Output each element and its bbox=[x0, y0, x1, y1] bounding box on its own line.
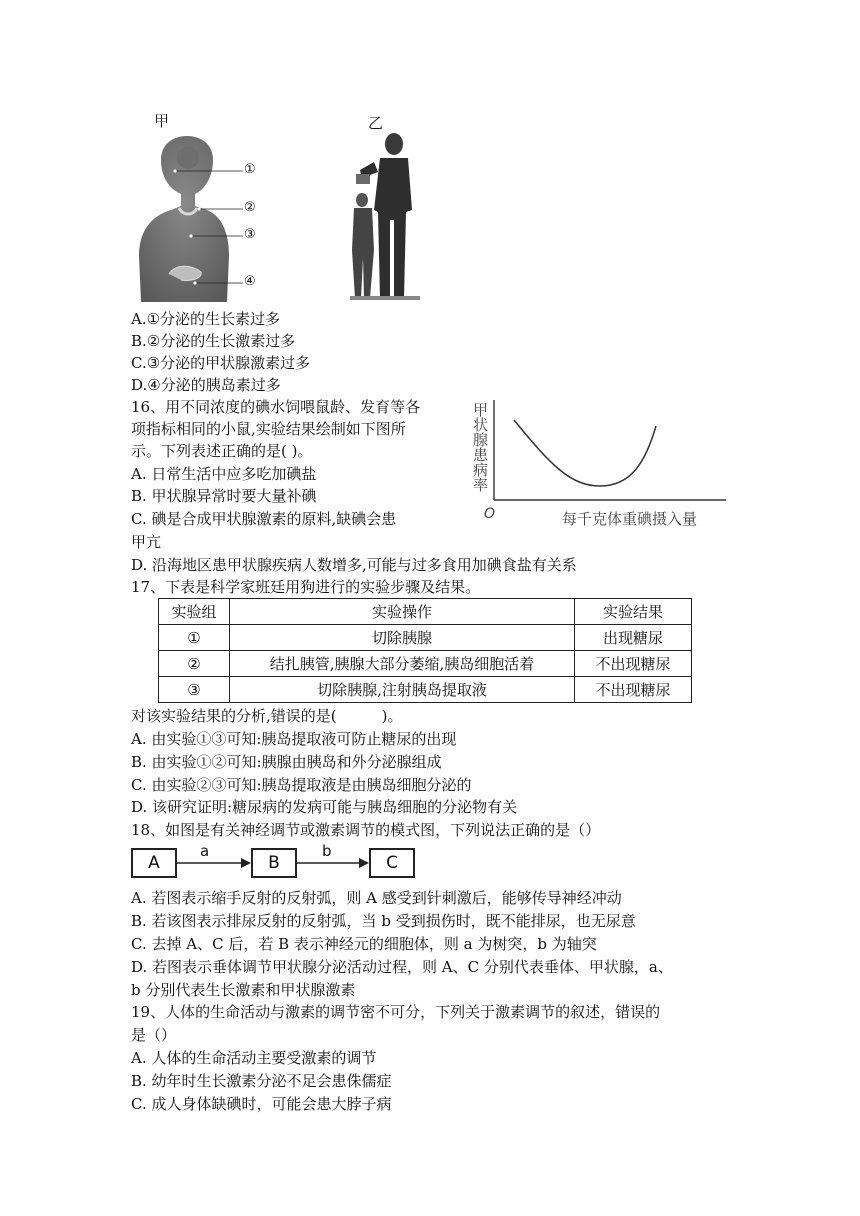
q19-option-c: C. 成人身体缺碘时，可能会患大脖子病 bbox=[131, 1095, 392, 1113]
table-header: 实验结果 bbox=[575, 599, 692, 625]
marker-4: ④ bbox=[244, 274, 256, 289]
giant-and-dwarf-photo bbox=[350, 130, 420, 300]
q19-option-b: B. 幼年时生长激素分泌不足会患侏儒症 bbox=[131, 1072, 392, 1090]
q16-stem-line1: 16、用不同浓度的碘水饲喂鼠龄、发育等各 bbox=[131, 398, 421, 416]
table-cell: ② bbox=[159, 651, 230, 677]
q16-option-c: C. 碘是合成甲状腺激素的原料,缺碘会患 bbox=[131, 510, 397, 528]
marker-3: ③ bbox=[244, 227, 256, 242]
q19-option-a: A. 人体的生命活动主要受激素的调节 bbox=[131, 1049, 377, 1067]
q15-option-c: C.③分泌的甲状腺激素过多 bbox=[131, 354, 311, 372]
table-cell: ③ bbox=[159, 677, 230, 703]
table-header: 实验组 bbox=[159, 599, 230, 625]
figure-label-jia: 甲 bbox=[154, 112, 170, 130]
table-cell: 切除胰腺 bbox=[230, 625, 575, 651]
table-cell: 出现糖尿 bbox=[575, 625, 692, 651]
table-cell: 结扎胰管,胰腺大部分萎缩,胰岛细胞活着 bbox=[230, 651, 575, 677]
q16-stem-line3: 示。下列表述正确的是( )。 bbox=[131, 442, 313, 460]
table-cell: ① bbox=[159, 625, 230, 651]
q16-option-c-cont: 甲亢 bbox=[131, 533, 162, 551]
q17-option-a: A. 由实验①③可知:胰岛提取液可防止糖尿的出现 bbox=[131, 730, 457, 748]
q18-option-a: A. 若图表示缩手反射的反射弧，则 A 感受到针刺激后，能够传导神经冲动 bbox=[131, 889, 622, 907]
table-header: 实验操作 bbox=[230, 599, 575, 625]
x-axis-label: 每千克体重碘摄入量 bbox=[562, 510, 698, 528]
q16-stem-line2: 项指标相同的小鼠,实验结果绘制如下图所 bbox=[131, 420, 406, 438]
q17-option-b: B. 由实验①②可知:胰腺由胰岛和外分泌腺组成 bbox=[131, 753, 442, 771]
table-cell: 不出现糖尿 bbox=[575, 651, 692, 677]
q16-option-a: A. 日常生活中应多吃加碘盐 bbox=[131, 465, 317, 483]
q18-option-c: C. 去掉 A、C 后，若 B 表示神经元的细胞体，则 a 为树突，b 为轴突 bbox=[131, 935, 597, 953]
origin-label: O bbox=[484, 506, 496, 522]
y-axis-label: 甲状腺患病率 bbox=[471, 402, 489, 492]
table-row bbox=[159, 651, 692, 677]
brain-region bbox=[177, 147, 199, 169]
q18-stem: 18、如图是有关神经调节或激素调节的模式图，下列说法正确的是（） bbox=[131, 821, 601, 839]
q18-option-d-cont: b 分别代表生长激素和甲状腺激素 bbox=[131, 981, 356, 999]
iodine-thyroid-graph bbox=[470, 394, 740, 530]
q17-stem: 17、下表是科学家班廷用狗进行的实验步骤及结果。 bbox=[131, 578, 481, 596]
flow-box-a: A bbox=[131, 848, 177, 878]
q18-option-b: B. 若该图表示排尿反射的反射弧，当 b 受到损伤时，既不能排尿，也无尿意 bbox=[131, 912, 636, 930]
q17-option-d: D. 该研究证明:糖尿病的发病可能与胰岛细胞的分泌物有关 bbox=[131, 798, 518, 816]
marker-1: ① bbox=[244, 162, 256, 177]
marker-2: ② bbox=[244, 200, 256, 215]
q15-option-d: D.④分泌的胰岛素过多 bbox=[131, 376, 281, 394]
figure-label-yi: 乙 bbox=[368, 114, 384, 132]
q15-option-b: B.②分泌的生长激素过多 bbox=[131, 332, 296, 350]
q16-option-b: B. 甲状腺异常时要大量补碘 bbox=[131, 487, 317, 505]
flow-box-b: B bbox=[251, 848, 297, 878]
incidence-curve bbox=[514, 420, 656, 486]
table-cell: 切除胰腺,注射胰岛提取液 bbox=[230, 677, 575, 703]
q18-option-d: D. 若图表示垂体调节甲状腺分泌活动过程，则 A、C 分别代表垂体、甲状腺，a、 bbox=[131, 958, 673, 976]
experiment-table bbox=[158, 598, 692, 703]
q16-option-d: D. 沿海地区患甲状腺疾病人数增多,可能与过多食用加碘食盐有关系 bbox=[131, 556, 577, 574]
q17-option-c: C. 由实验②③可知:胰岛提取液是由胰岛细胞分泌的 bbox=[131, 776, 472, 794]
arrow-label-a: a bbox=[200, 842, 210, 860]
arrow-label-b: b bbox=[322, 842, 332, 860]
q17-question: 对该实验结果的分析,错误的是( )。 bbox=[131, 707, 403, 725]
q15-option-a: A.①分泌的生长素过多 bbox=[131, 310, 281, 328]
q19-stem-line1: 19、人体的生命活动与激素的调节密不可分，下列关于激素调节的叙述，错误的 bbox=[131, 1003, 661, 1021]
table-row bbox=[159, 625, 692, 651]
table-cell: 不出现糖尿 bbox=[575, 677, 692, 703]
table-row bbox=[159, 677, 692, 703]
flow-box-c: C bbox=[369, 848, 415, 878]
q19-stem-line2: 是（） bbox=[131, 1026, 177, 1044]
table-header-row bbox=[159, 599, 692, 625]
